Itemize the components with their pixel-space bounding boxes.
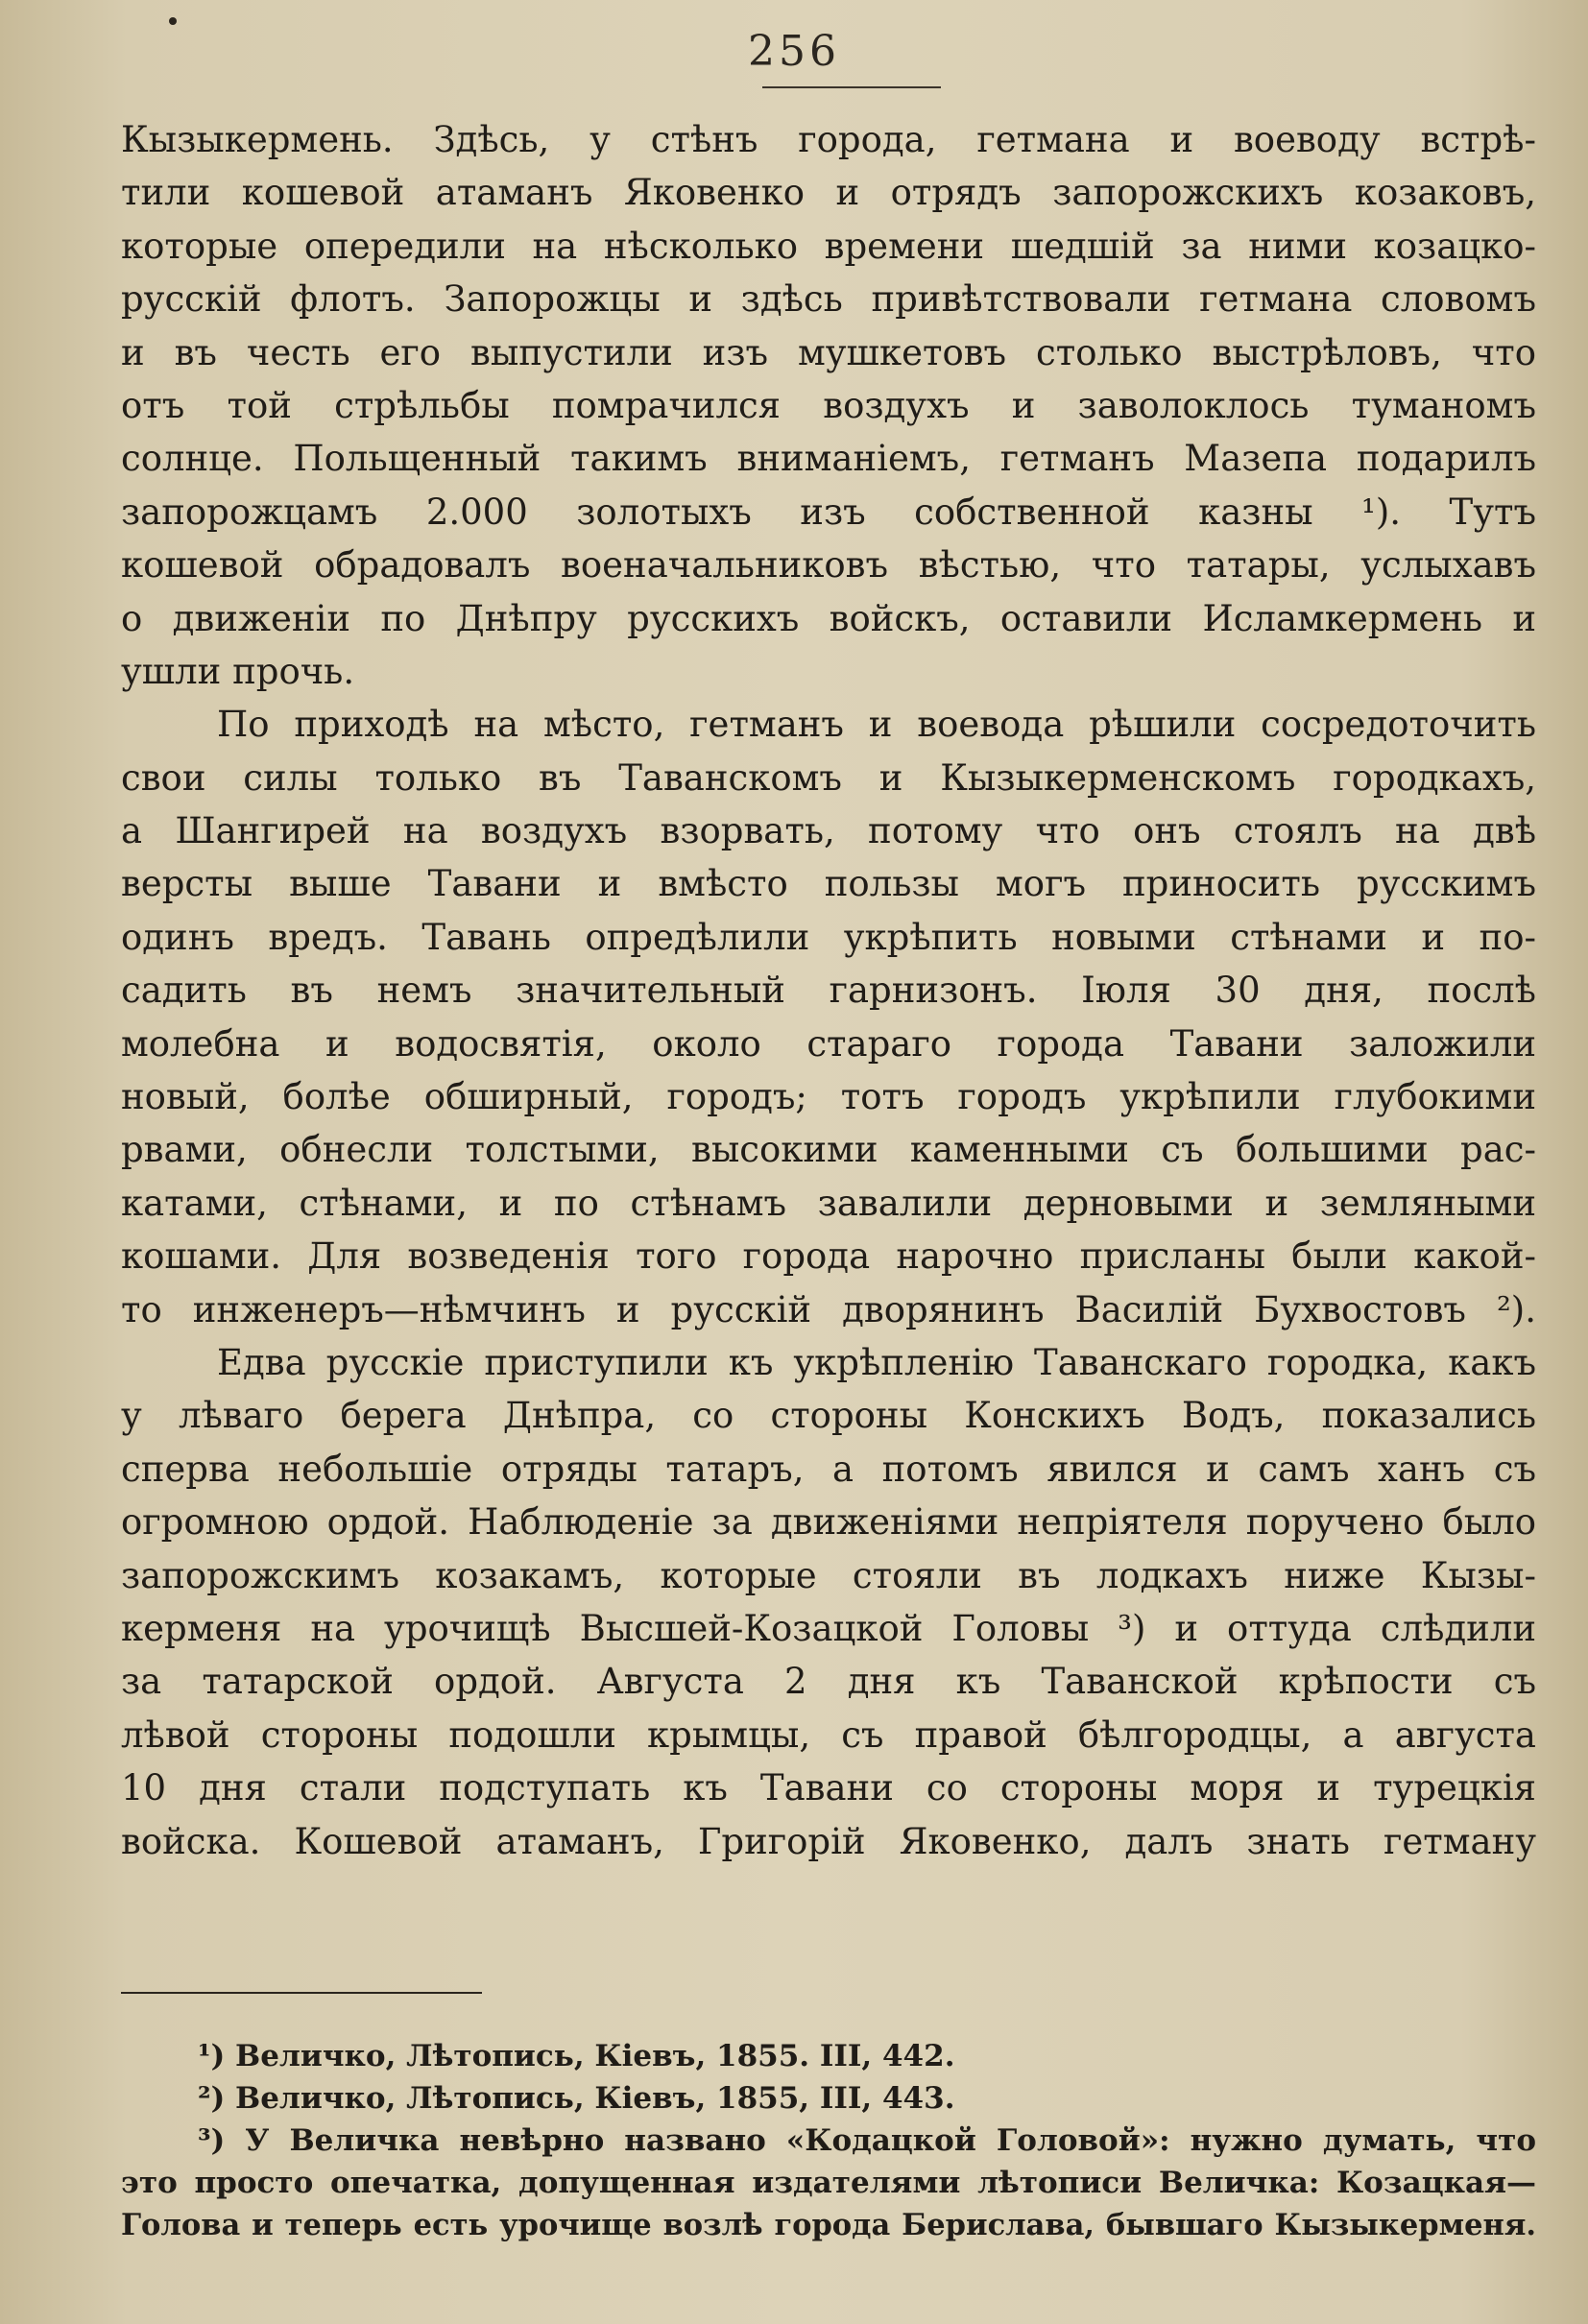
footnote-3-cont: это просто опечатка, допущенная издателями лѣтописи Величка: Козацкая—	[121, 2166, 1536, 2200]
text-line: рвами, обнесли толстыми, высокими каменными съ большими рас-	[121, 1129, 1536, 1171]
text-line: версты выше Тавани и вмѣсто пользы могъ приносить русскимъ	[121, 863, 1536, 905]
text-line: лѣвой стороны подошли крымцы, съ правой бѣлгородцы, а августа	[121, 1713, 1536, 1756]
text-line: солнце. Польщенный такимъ вниманіемъ, гетманъ Мазепа подарилъ	[121, 438, 1536, 480]
footnote-rule	[121, 1992, 482, 1994]
footnote-1: ¹) Величко, Лѣтопись, Кіевъ, 1855. III, 442.	[198, 2039, 955, 2073]
text-line: запорожскимъ козакамъ, которые стояли въ лодкахъ ниже Кызы-	[121, 1554, 1536, 1596]
ink-speck	[169, 17, 177, 25]
page-number: 256	[748, 27, 840, 76]
footnote-2: ²) Величко, Лѣтопись, Кіевъ, 1855, III, 443.	[198, 2081, 955, 2116]
text-line: садить въ немъ значительный гарнизонъ. Іюля 30 дня, послѣ	[121, 970, 1536, 1012]
text-line: за татарской ордой. Августа 2 дня къ Таванской крѣпости съ	[121, 1661, 1536, 1703]
text-line: новый, болѣе обширный, городъ; тотъ городъ укрѣпили глубокими	[121, 1076, 1536, 1118]
header-rule	[762, 86, 941, 88]
footnote-3: ³) У Величка невѣрно названо «Кодацкой Головой»: нужно думать, что	[198, 2123, 1536, 2158]
text-line: одинъ вредъ. Тавань опредѣлили укрѣпить новыми стѣнами и по-	[121, 916, 1536, 958]
text-line: Кызыкермень. Здѣсь, у стѣнъ города, гетмана и воеводу встрѣ-	[121, 119, 1536, 160]
text-line: 10 дня стали подступать къ Тавани со стороны моря и турецкія	[121, 1767, 1536, 1809]
text-line: а Шангирей на воздухъ взорвать, потому что онъ стоялъ на двѣ	[121, 810, 1536, 852]
text-line: сперва небольшіе отряды татаръ, а потомъ явился и самъ ханъ съ	[121, 1448, 1536, 1490]
text-line: молебна и водосвятія, около стараго города Тавани заложили	[121, 1022, 1536, 1065]
footnote-3-cont: Голова и теперь есть урочище возлѣ города Берислава, бывшаго Кызыкерменя.	[121, 2208, 1536, 2242]
text-line: отъ той стрѣльбы помрачился воздухъ и заволоклось туманомъ	[121, 384, 1536, 426]
text-line: огромною ордой. Наблюденіе за движеніями непріятеля поручено было	[121, 1501, 1536, 1544]
footnotes	[121, 2035, 1536, 2246]
text-line: тили кошевой атаманъ Яковенко и отрядъ запорожскихъ козаковъ,	[121, 172, 1536, 214]
paragraph-start-line: Едва русскіе приступили къ укрѣпленію Таванскаго городка, какъ	[217, 1341, 1536, 1383]
text-line: и въ честь его выпустили изъ мушкетовъ столько выстрѣловъ, что	[121, 331, 1536, 373]
text-line: о движеніи по Днѣпру русскихъ войскъ, оставили Исламкермень и	[121, 597, 1536, 639]
text-line: которые опередили на нѣсколько времени шедшій за ними козацко-	[121, 225, 1536, 267]
text-line: кошами. Для возведенія того города нарочно присланы были какой-	[121, 1235, 1536, 1278]
paragraph-start-line: По приходѣ на мѣсто, гетманъ и воевода рѣшили сосредоточить	[217, 704, 1536, 746]
main-text	[121, 113, 1536, 1868]
text-line: запорожцамъ 2.000 золотыхъ изъ собственной казны ¹). Тутъ	[121, 491, 1536, 533]
text-line: свои силы только въ Таванскомъ и Кызыкерменскомъ городкахъ,	[121, 756, 1536, 799]
text-line: русскій флотъ. Запорожцы и здѣсь привѣтствовали гетмана словомъ	[121, 278, 1536, 321]
text-line: кошевой обрадовалъ военачальниковъ вѣстью, что татары, услыхавъ	[121, 544, 1536, 587]
text-line: то инженеръ—нѣмчинъ и русскій дворянинъ Василій Бухвостовъ ²).	[121, 1288, 1536, 1330]
text-line: катами, стѣнами, и по стѣнамъ завалили дерновыми и земляными	[121, 1182, 1536, 1224]
text-line: у лѣваго берега Днѣпра, со стороны Конскихъ Водъ, показались	[121, 1395, 1536, 1437]
text-line: керменя на урочищѣ Высшей-Козацкой Головы ³) и оттуда слѣдили	[121, 1607, 1536, 1649]
text-line: войска. Кошевой атаманъ, Григорій Яковенко, далъ знать гетману	[121, 1820, 1536, 1862]
text-line: ушли прочь.	[121, 650, 355, 692]
